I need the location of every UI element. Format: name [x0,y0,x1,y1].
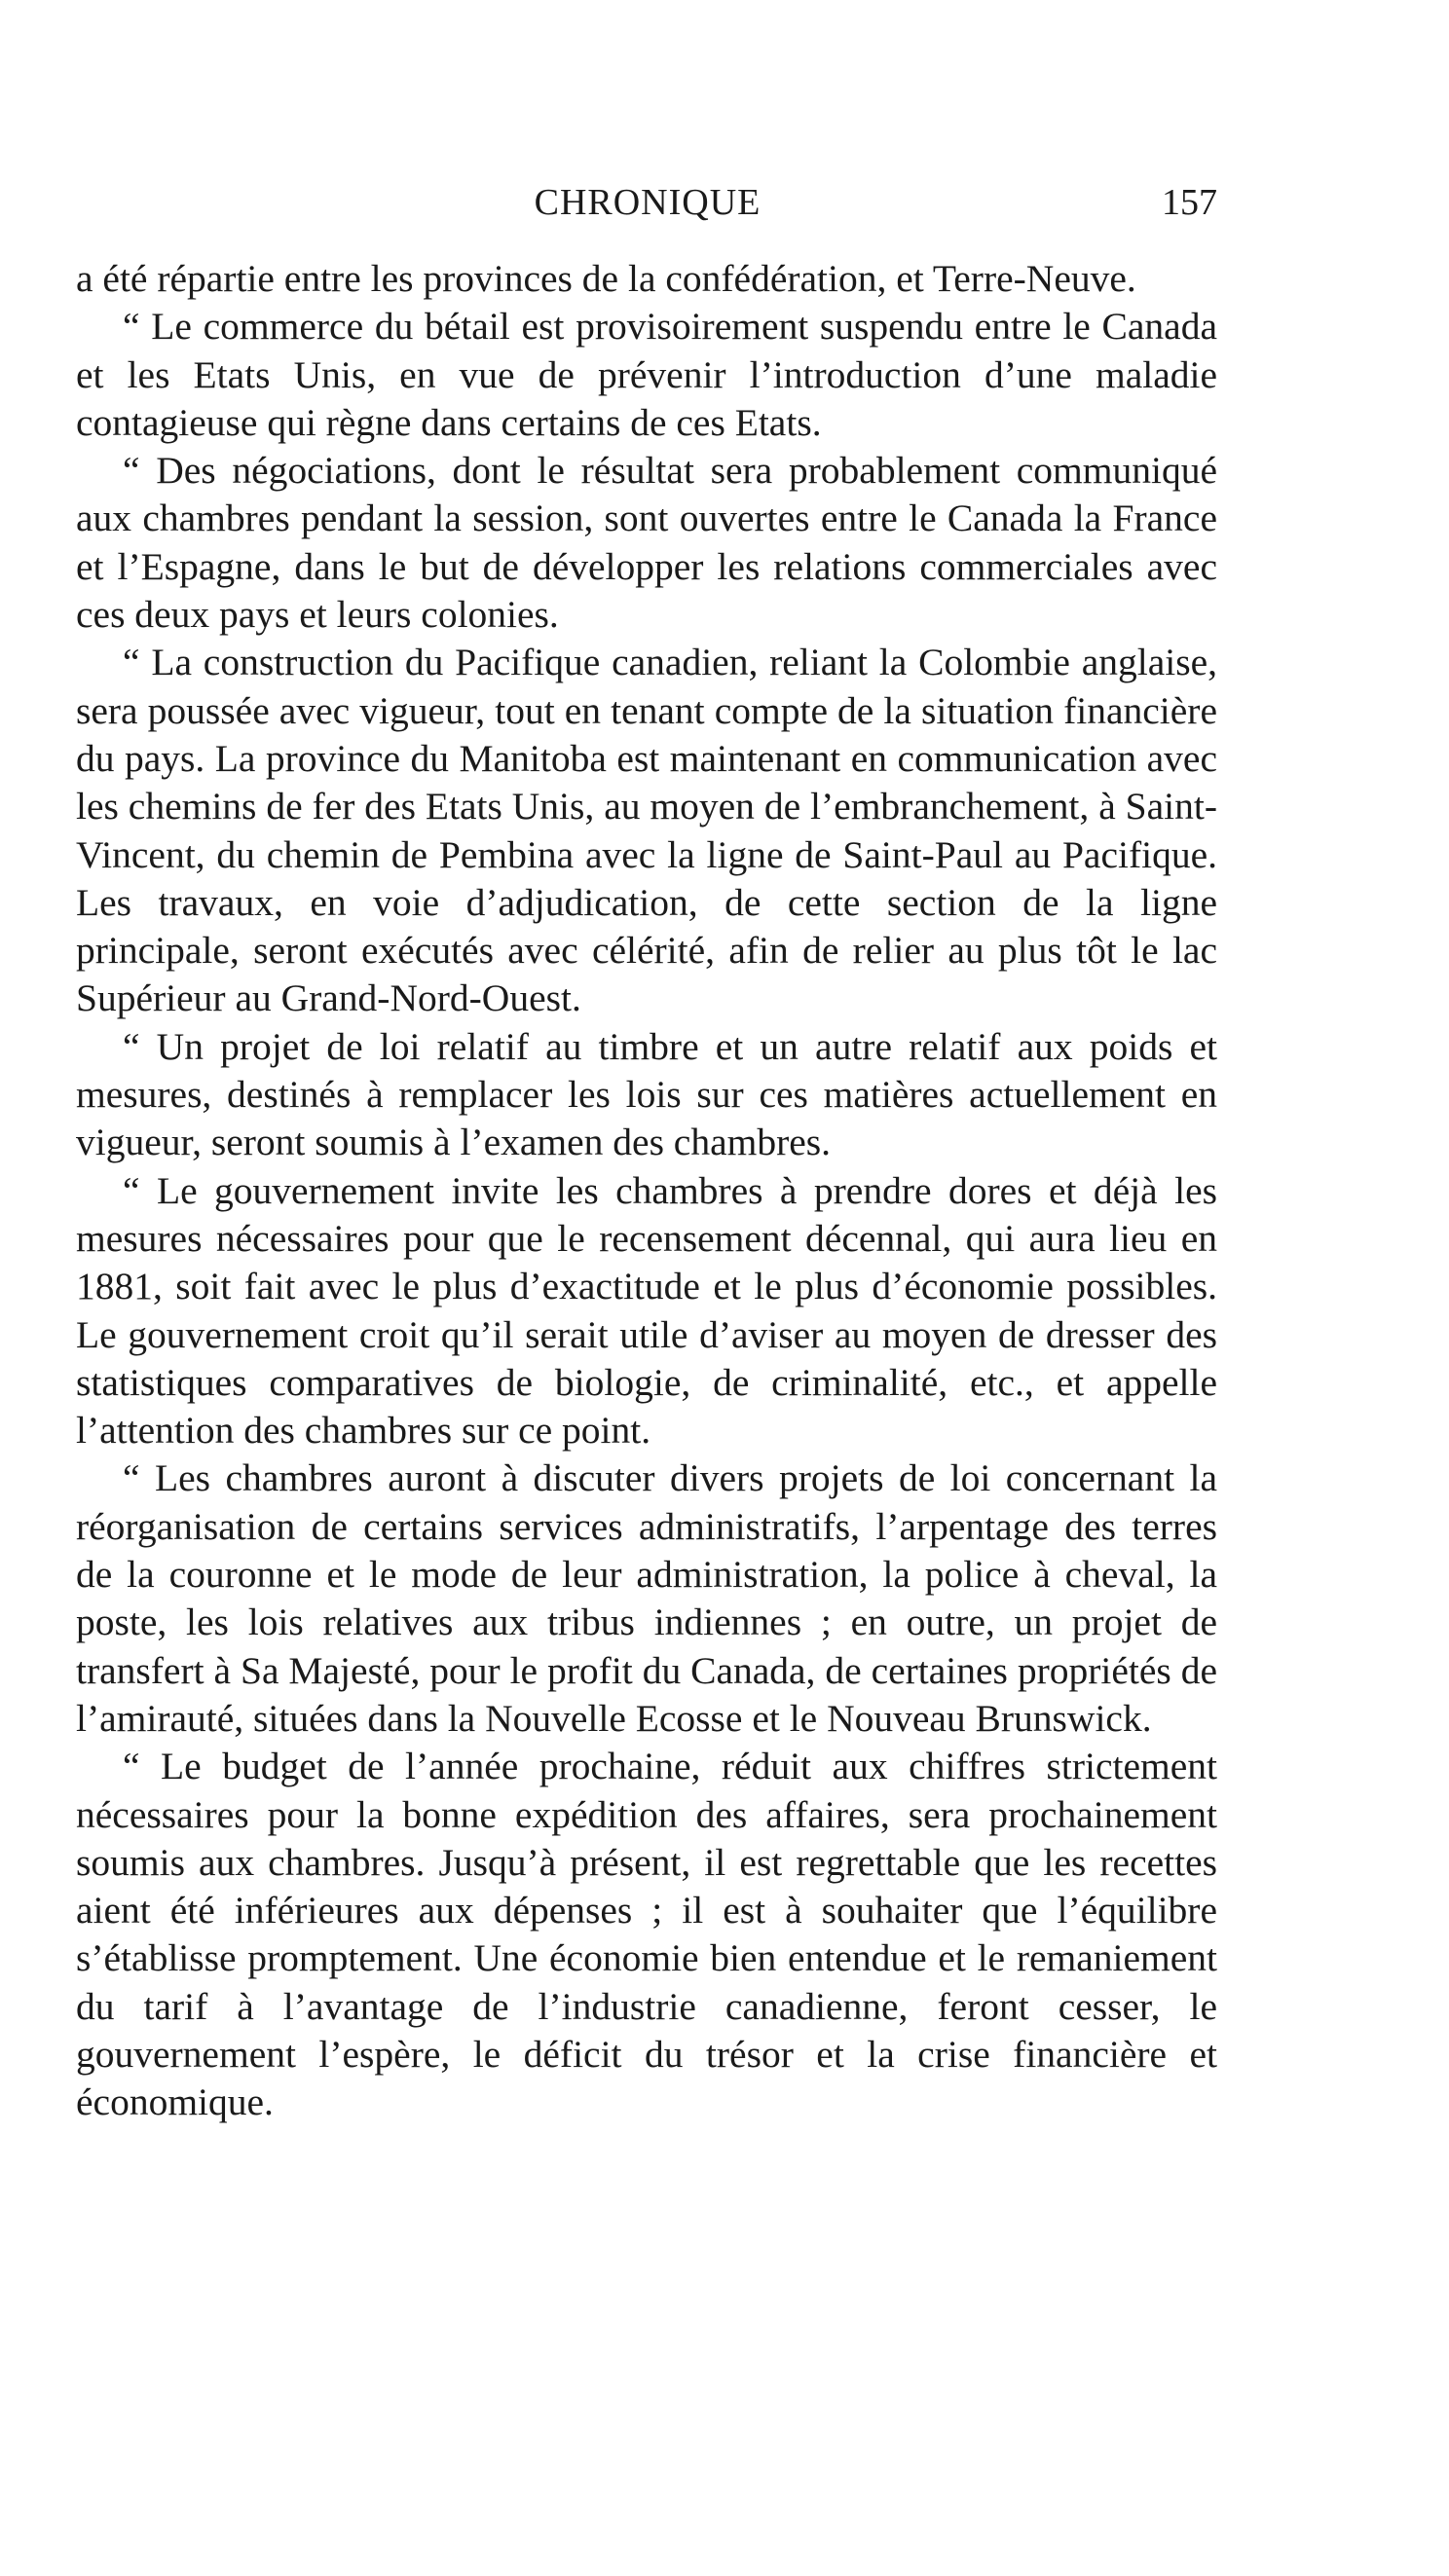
paragraph: a été répartie entre les provinces de la confédération, et Terre-Neuve. [76,257,1136,300]
paragraph: “ Des négociations, dont le résultat sera probablement communiqué aux chambres pendant la session, sont ouvertes entre le Canada la France et l’Espagne, dans le but de développer les relations commerciales avec ces deux pays et leurs colonies. [76,449,1217,637]
page-number: 157 [1162,182,1217,223]
paragraph: “ Le gouvernement invite les chambres à prendre dores et déjà les mesures nécessaires pour que le recensement décennal, qui aura lieu en 1881, soit fait avec le plus d’exactitude et le plus d’économie possibles. Le gouvernement croit qu’il serait utile d’aviser au moyen de dresser des statistiques comparatives de biologie, de criminalité, etc., et appelle l’attention des chambres sur ce point. [76,1168,1217,1453]
paragraph: “ La construction du Pacifique canadien, reliant la Colombie anglaise, sera poussée avec vigueur, tout en tenant compte de la situation financière du pays. La province du Manitoba est maintenant en communication avec les chemins de fer des Etats Unis, au moyen de l’embranchement, à Saint-Vincent, du chemin de Pembina avec la ligne de Saint-Paul au Pacifique. Les travaux, en voie d’adjudication, de cette section de la ligne principale, seront exécutés avec célérité, afin de relier au plus tôt le lac Supérieur au Grand-Nord-Ouest. [76,641,1217,1020]
paragraph: “ Un projet de loi relatif au timbre et un autre relatif aux poids et mesures, destinés à remplacer les lois sur ces matières actuellement en vigueur, seront soumis à l’examen des chambres. [76,1024,1217,1164]
paragraph: “ Les chambres auront à discuter divers projets de loi concernant la réorganisation de certains services administratifs, l’arpentage des terres de la couronne et le mode de leur administration, la police à cheval, la poste, les lois relatives aux tribus indiennes ; en outre, un projet de transfert à Sa Majesté, pour le profit du Canada, de certaines propriétés de l’amirauté, situées dans la Nouvelle Ecosse et le Nouveau Brunswick. [76,1456,1217,1740]
body-text [76,255,1217,2127]
running-head [78,181,1217,230]
running-title: CHRONIQUE [534,182,762,223]
paragraph: “ Le budget de l’année prochaine, réduit aux chiffres strictement nécessaires pour la bonne expédition des affaires, sera prochainement soumis aux chambres. Jusqu’à présent, il est regrettable que les recettes aient été inférieures aux dépenses ; il est à souhaiter que l’équilibre s’établisse promptement. Une économie bien entendue et le remaniement du tarif à l’avantage de l’industrie canadienne, feront cesser, le gouvernement l’espère, le déficit du trésor et la crise financière et économique. [76,1745,1217,2124]
paragraph: “ Le commerce du bétail est provisoirement suspendu entre le Canada et les Etats Unis, en vue de prévenir l’introduction d’une maladie contagieuse qui règne dans certains de ces Etats. [76,305,1217,444]
